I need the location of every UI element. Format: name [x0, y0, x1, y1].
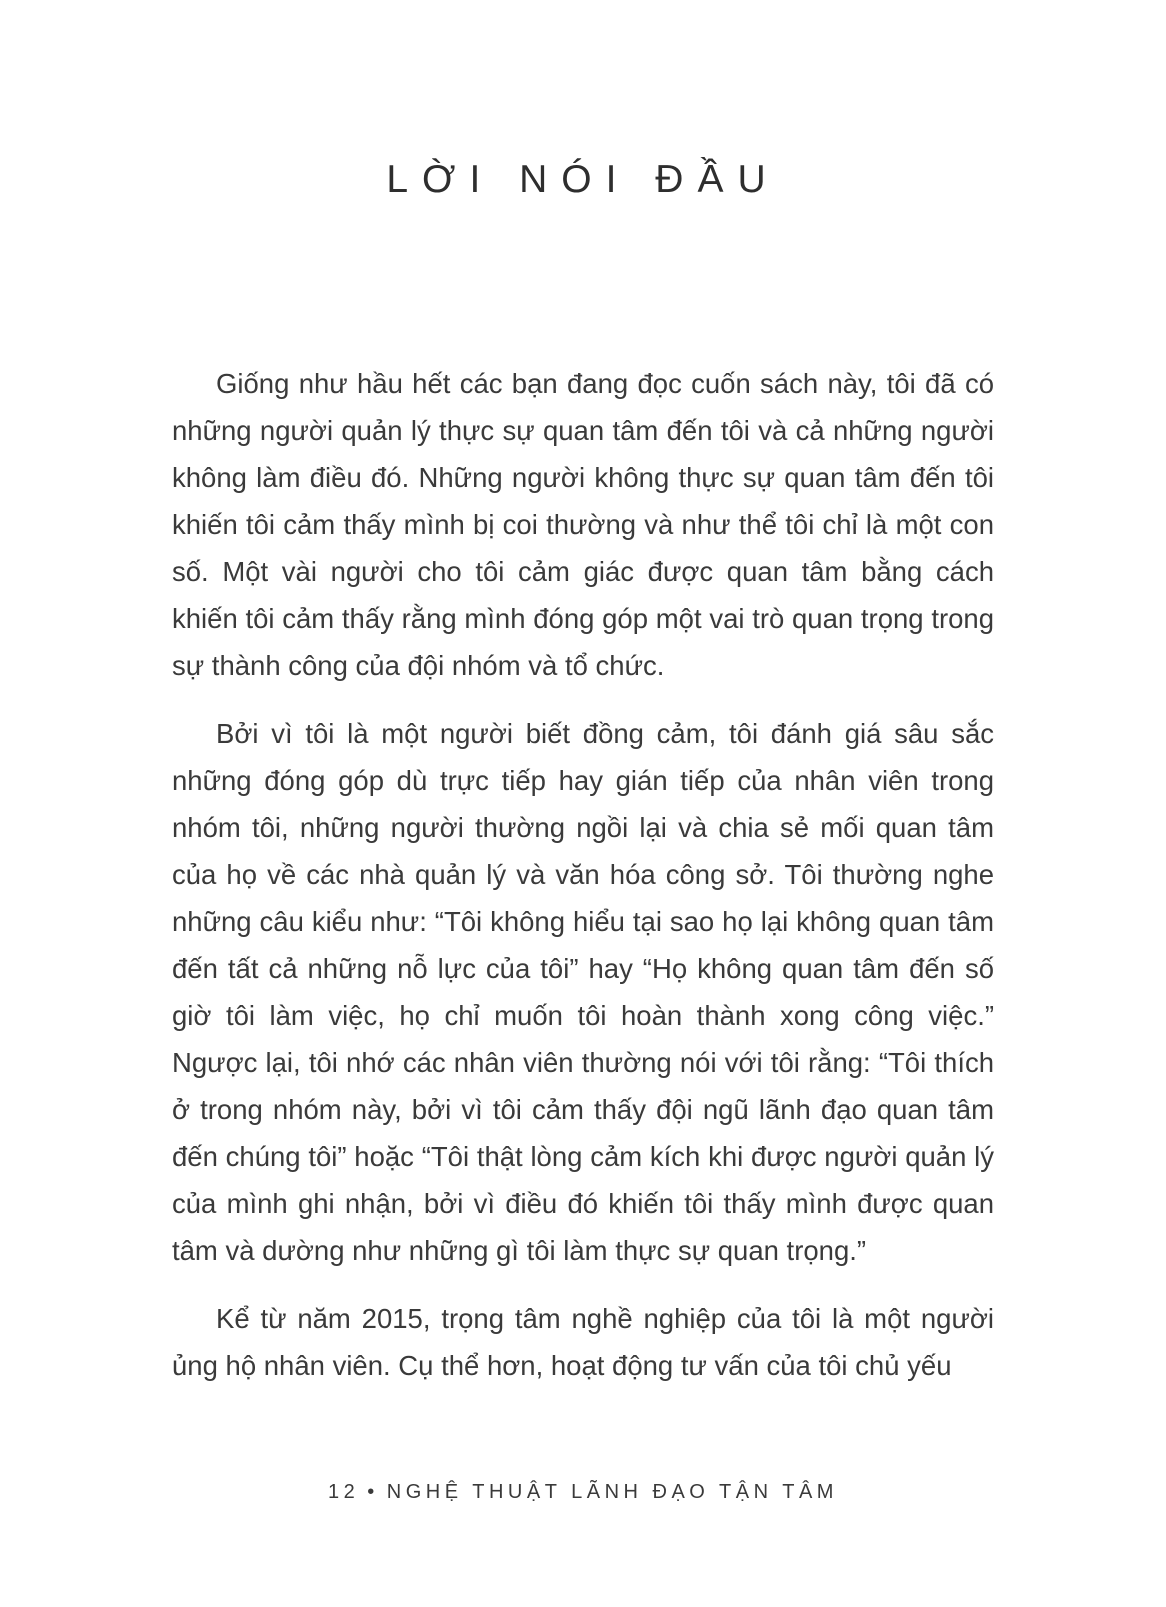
body-text: [172, 360, 994, 1389]
paragraph-3: Kể từ năm 2015, trọng tâm nghề nghiệp của tôi là một người ủng hộ nhân viên. Cụ thể hơn, hoạt động tư vấn của tôi chủ yếu: [172, 1303, 994, 1381]
page-number: 12: [328, 1481, 360, 1503]
page-footer: [0, 1481, 1166, 1504]
chapter-title: LỜI NÓI ĐẦU: [386, 158, 780, 201]
footer-separator: •: [367, 1481, 379, 1503]
paragraph-2: Bởi vì tôi là một người biết đồng cảm, tôi đánh giá sâu sắc những đóng góp dù trực tiếp hay gián tiếp của nhân viên trong nhóm tôi, những người thường ngồi lại và chia sẻ mối quan tâm của họ về các nhà quản lý và văn hóa công sở. Tôi thường nghe những câu kiểu như: “Tôi không hiểu tại sao họ lại không quan tâm đến tất cả những nỗ lực của tôi” hay “Họ không quan tâm đến số giờ tôi làm việc, họ chỉ muốn tôi hoàn thành xong công việc.” Ngược lại, tôi nhớ các nhân viên thường nói với tôi rằng: “Tôi thích ở trong nhóm này, bởi vì tôi cảm thấy đội ngũ lãnh đạo quan tâm đến chúng tôi” hoặc “Tôi thật lòng cảm kích khi được người quản lý của mình ghi nhận, bởi vì điều đó khiến tôi thấy mình được quan tâm và dường như những gì tôi làm thực sự quan trọng.”: [172, 718, 994, 1266]
paragraph-1: Giống như hầu hết các bạn đang đọc cuốn sách này, tôi đã có những người quản lý thực sự quan tâm đến tôi và cả những người không làm điều đó. Những người không thực sự quan tâm đến tôi khiến tôi cảm thấy mình bị coi thường và như thể tôi chỉ là một con số. Một vài người cho tôi cảm giác được quan tâm bằng cách khiến tôi cảm thấy rằng mình đóng góp một vai trò quan trọng trong sự thành công của đội nhóm và tổ chức.: [172, 368, 994, 681]
book-title: NGHỆ THUẬT LÃNH ĐẠO TẬN TÂM: [386, 1481, 838, 1503]
